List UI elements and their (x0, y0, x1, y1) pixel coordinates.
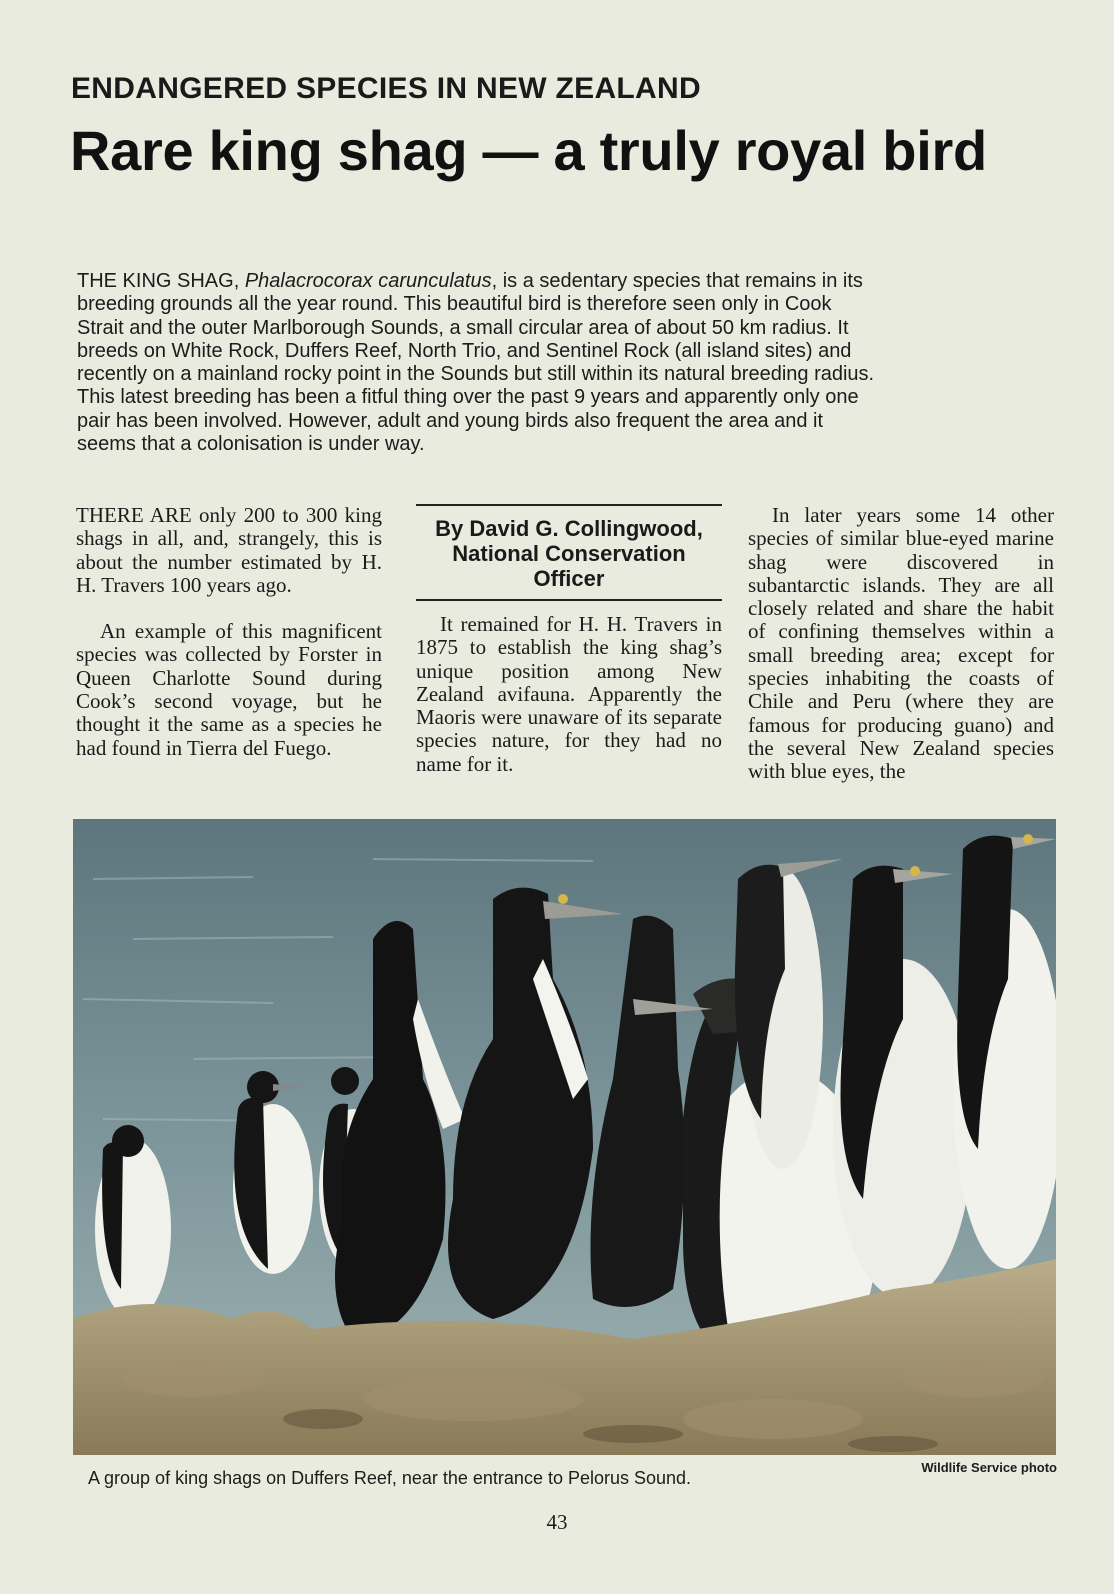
column-3-paragraph-1: In later years some 14 other species of similar blue-eyed marine shag were discovered in subantarctic islands. They are all closely related and share the habit of confining themselves within a small breeding area; except for species inhabiting the coasts of Chile and Peru (where they are famous for producing guano) and the several New Zealand species with blue eyes, the (748, 503, 1054, 784)
column-1-paragraph-2: An example of this magnificent species was collected by Forster in Queen Charlotte Sound during Cook’s second voyage, but he thought it the same as a species he had found in Tierra del Fuego. (76, 619, 382, 760)
page-number: 43 (546, 1510, 568, 1534)
byline-role-1: National Conservation (452, 541, 686, 566)
column-1-paragraph-1: THERE ARE only 200 to 300 king shags in all, and, strangely, this is about the number estimated by H. H. Travers 100 years ago. (76, 503, 382, 597)
column-3 (748, 504, 1054, 784)
section-kicker: ENDANGERED SPECIES IN NEW ZEALAND (71, 72, 701, 105)
king-shags-photo (73, 819, 1056, 1455)
photo-caption: A group of king shags on Duffers Reef, near the entrance to Pelorus Sound. (88, 1468, 692, 1488)
column-2-paragraph-1: It remained for H. H. Travers in 1875 to establish the king shag’s unique position among New Zealand avifauna. Apparently the Maoris were unaware of its separate species nature, for they had no name for it. (416, 612, 722, 776)
species-name: Phalacrocorax carunculatus (244, 270, 492, 292)
byline-role-2: Officer (533, 566, 605, 591)
column-2 (416, 504, 722, 776)
standfirst (77, 270, 877, 456)
byline-author: By David G. Collingwood, (435, 516, 703, 541)
byline (416, 504, 722, 601)
standfirst-lead: THE KING SHAG, (77, 270, 240, 292)
article-title: Rare king shag — a truly royal bird (70, 119, 987, 182)
column-1 (76, 504, 382, 760)
photo-credit: Wildlife Service photo (921, 1460, 1057, 1475)
standfirst-text: , is a sedentary species that remains in its breeding grounds all the year round. This beautiful bird is therefore seen only in Cook Strait and the outer Marlborough Sounds, a small circular area of about 50 km radius. It breeds on White Rock, Duffers Reef, North Trio, and Sentinel Rock (all island sites) and recently on a mainland rocky point in the Sounds but still within its natural breeding radius. This latest breeding has been a fitful thing over the past 9 years and apparently only one pair has been involved. However, adult and young birds also frequent the area and it seems that a colonisation is under way. (77, 270, 875, 456)
